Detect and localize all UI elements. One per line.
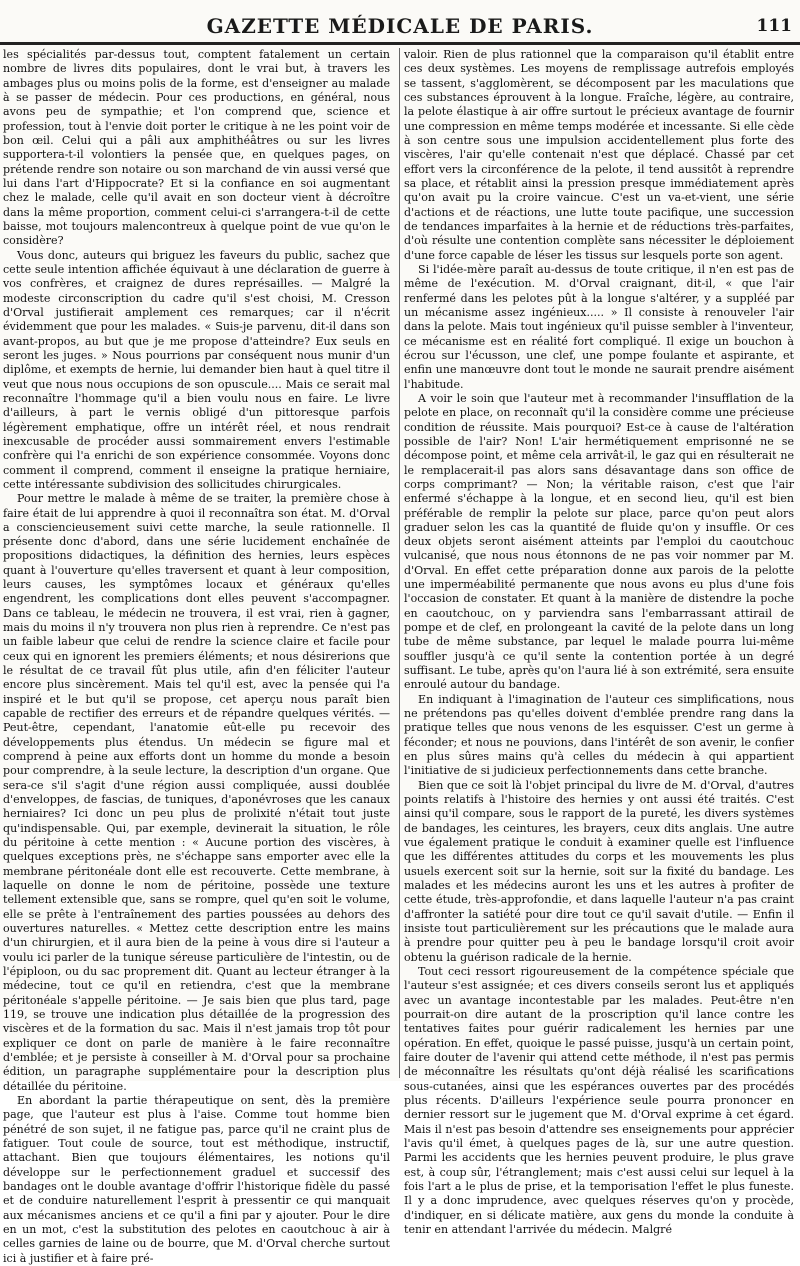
paragraph: Bien que ce soit là l'objet principal du livre de M. d'Orval, d'autres points relatifs à l'histoire des hernies y ont aussi été traités. C'est ainsi qu'il compare, sous le rapport de la pureté, les divers systèmes de bandages, les ceintures, les brayers, ceux dits anglais. Une autre vue également pratique le conduit à examiner quelle est l'influence que les différentes attitudes du corps et les mouvements les plus usuels exercent soit sur la hernie, soit sur la fixité du bandage. Les malades et les médecins auront les uns et les autres à profiter de cette étude, très-approfondie, et dans laquelle l'auteur n'a pas craint d'affronter la satiété pour dire tout ce qu'il savait d'utile. — Enfin il insiste tout particulièrement sur les précautions que le malade aura à prendre pour quitter peu à peu le bandage lorsqu'il croit avoir obtenu la guérison radicale de la hernie.: [404, 778, 794, 964]
page-header: [0, 0, 800, 44]
running-title: GAZETTE MÉDICALE DE PARIS.: [206, 14, 594, 38]
page-number: 111: [756, 16, 792, 36]
paragraph: Vous donc, auteurs qui briguez les faveurs du public, sachez que cette seule intention affichée équivaut à une déclaration de guerre à vos confrères, et craignez de dures représailles. — Malgré la modeste circonscription du cadre qu'il s'est choisi, M. Cresson d'Orval justifierait amplement ces remarques; car il n'écrit évidemment que pour les malades. « Suis-je parvenu, dit-il dans son avant-propos, au but que je me propose d'atteindre? Eux seuls en seront les juges. » Nous pourrions par conséquent nous munir d'un diplôme, et exempts de hernie, lui demander bien haut à quel titre il veut que nous nous occupions de son opuscule.... Mais ce serait mal reconnaître l'hommage qu'il a bien voulu nous en faire. Le livre d'ailleurs, à part le vernis obligé d'un pittoresque parfois légèrement emphatique, offre un intérêt réel, et nous rendrait inexcusable de procéder aussi sommairement envers l'estimable confrère qui l'a enrichi de son expérience consommée. Voyons donc comment il comprend, comment il enseigne la pratique herniaire, cette intéressante subdivision des sollicitudes chirurgicales.: [3, 248, 390, 491]
paragraph: Si l'idée-mère paraît au-dessus de toute critique, il n'en est pas de même de l'exécution. M. d'Orval craignant, dit-il, « que l'air renfermé dans les pelotes pût à la longue s'altérer, y a suppléé par un mécanisme assez ingénieux..... » Il consiste à renouveler l'air dans la pelote. Mais tout ingénieux qu'il puisse sembler à l'inventeur, ce mécanisme est en réalité fort compliqué. Il exige un bouchon à écrou sur l'écusson, une clef, une pompe foulante et aspirante, et enfin une manœuvre dont tout le monde ne saurait prendre aisément l'habitude.: [404, 262, 794, 391]
header-rule: [0, 42, 800, 45]
paragraph: En abordant la partie thérapeutique on sent, dès la première page, que l'auteur est plus à l'aise. Comme tout homme bien pénétré de son sujet, il ne fatigue pas, parce qu'il ne craint plus de fatiguer. Tout coule de source, tout est méthodique, instructif, attachant. Bien que toujours élémentaires, les notions qu'il développe sur le perfectionnement graduel et successif des bandages ont le double avantage d'offrir l'historique fidèle du passé et de conduire naturellement l'esprit à pressentir ce qui manquait aux mécanismes anciens et ce qu'il a fini par y ajouter. Pour le dire en un mot, c'est la substitution des pelotes en caoutchouc à air à celles garnies de laine ou de bourre, que M. d'Orval cherche surtout ici à justifier et à faire pré-: [3, 1093, 390, 1265]
paragraph: A voir le soin que l'auteur met à recommander l'insufflation de la pelote en place, on reconnaît qu'il la considère comme une précieuse condition de réussite. Mais pourquoi? Est-ce à cause de l'altération possible de l'air? Non! L'air hermétiquement emprisonné ne se décompose point, et même cela arrivât-il, le gaz qui en résulterait ne le remplacerait-il pas alors sans désavantage dans son office de corps comprimant? — Non; la véritable raison, c'est que l'air enfermé s'échappe à la longue, et en second lieu, qu'il est bien préférable de remplir la pelote sur place, parce qu'on peut alors graduer selon les cas la quantité de fluide qu'on y insuffle. Or ces deux objets seront aisément atteints par l'emploi du caoutchouc vulcanisé, que nous nous étonnons de ne pas voir nommer par M. d'Orval. En effet cette préparation donne aux parois de la pelotte une imperméabilité permanente que nous avons eu plus d'une fois l'occasion de constater. Et quant à la manière de distendre la poche en caoutchouc, on y parviendra sans l'embarrassant attirail de pompe et de clef, en prolongeant la cavité de la pelote dans un long tube de même substance, par lequel le malade pourra lui-même souffler jusqu'à ce qu'il sente la contention portée à un degré suffisant. Le tube, après qu'on l'aura lié à son extrémité, sera ensuite enroulé autour du bandage.: [404, 391, 794, 692]
paragraph: valoir. Rien de plus rationnel que la comparaison qu'il établit entre ces deux systèmes. Les moyens de remplissage autrefois employés se tassent, s'agglomèrent, se décomposent par les maculations que ces substances éprouvent à la longue. Fraîche, légère, au contraire, la pelote élastique à air offre surtout le précieux avantage de fournir une compression en même temps modérée et incessante. Si elle cède à son centre sous une impulsion accidentellement plus forte des viscères, l'air qu'elle contenait n'est que déplacé. Chassé par cet effort vers la circonférence de la pelote, il tend aussitôt à reprendre sa place, et rétablit ainsi la pression presque immédiatement après qu'on avait pu la croire vaincue. C'est un va-et-vient, une série d'actions et de réactions, une lutte toute pacifique, une succession de tendances imparfaites à la hernie et de réductions très-parfaites, d'où résulte une contention complète sans nécessiter le déploiement d'une force capable de léser les tissus sur lesquels porte son agent.: [404, 48, 794, 262]
paragraph: Tout ceci ressort rigoureusement de la compétence spéciale que l'auteur s'est assignée; et ces divers conseils seront lus et appliqués avec un avantage incontestable par les malades. Peut-être n'en pourrait-on dire autant de la proscription qu'il lance contre les tentatives faites pour guérir radicalement les hernies par une opération. En effet, quoique le passé puisse, jusqu'à un certain point, faire douter de l'avenir qui attend cette méthode, il n'est pas permis de méconnaître les résultats qu'ont déjà réalisé les scarifications sous-cutanées, ainsi que les espérances ouvertes par des procédés plus récents. D'ailleurs l'expérience seule pourra prononcer en dernier ressort sur le jugement que M. d'Orval exprime à cet égard. Mais il n'est pas besoin d'attendre ses enseignements pour apprécier l'avis qu'il émet, à quelques pages de là, sur une autre question. Parmi les accidents que les hernies peuvent produire, le plus grave est, à coup sûr, l'étranglement; mais c'est aussi celui sur lequel à la fois l'art a le plus de prise, et la temporisation l'effet le plus funeste. Il y a donc imprudence, avec quelques réserves qu'on y procède, d'indiquer, en si délicate matière, aux gens du monde la conduite à tenir en attendant l'arrivée du médecin. Malgré: [404, 965, 794, 1236]
column-divider: [399, 48, 400, 1078]
left-column: [3, 48, 390, 1265]
paragraph: Pour mettre le malade à même de se traiter, la première chose à faire était de lui apprendre à quoi il reconnaîtra son état. M. d'Orval a consciencieusement suivi cette marche, la seule rationnelle. Il présente donc d'abord, dans une série lucidement enchaînée de propositions didactiques, la définition des hernies, leurs espèces quant à l'ouverture qu'elles traversent et quant à leur composition, leurs causes, les symptômes locaux et généraux qu'elles engendrent, les complications dont elles peuvent s'accompagner. Dans ce tableau, le médecin ne trouvera, il est vrai, rien à gagner, mais du moins il n'y trouvera non plus rien à reprendre. Ce n'est pas un faible labeur que celui de rendre la science claire et facile pour ceux qui en ignorent les premiers éléments; et nous désirerions que le résultat de ce travail fût plus utile, afin d'en féliciter l'auteur encore plus sincèrement. Mais tel qu'il est, avec la pensée qui l'a inspiré et le but qu'il se propose, cet aperçu nous paraît bien capable de rectifier des erreurs et de répandre quelques vérités. — Peut-être, cependant, l'anatomie eût-elle pu recevoir des développements plus étendus. Un médecin se figure mal et comprend à peine aux efforts dont un homme du monde a besoin pour comprendre, à la seule lecture, la description d'un organe. Que sera-ce s'il s'agit d'une région aussi compliquée, aussi doublée d'enveloppes, de fascias, de tuniques, d'aponévroses que les canaux herniaires? Ici donc un peu plus de prolixité n'était tout juste qu'indispensable. Qui, par exemple, devinerait la situation, le rôle du péritoine à cette mention : « Aucune portion des viscères, à quelques exceptions près, ne s'échappe sans emporter avec elle la membrane péritonéale dont elle est recouverte. Cette membrane, à laquelle on donne le nom de péritoine, possède une texture tellement extensible que, sans se rompre, quel qu'en soit le volume, elle se prête à l'entraînement des parties poussées au dehors des ouvertures naturelles. « Mettez cette description entre les mains d'un chirurgien, et il aura bien de la peine à vous dire si l'auteur a voulu ici parler de la tunique séreuse particulière de l'intestin, ou de l'épiploon, ou du sac proprement dit. Quant au lecteur étranger à la médecine, tout ce qu'il en retiendra, c'est que la membrane péritonéale s'appelle péritoine. — Je sais bien que plus tard, page 119, se trouve une indication plus détaillée de la progression des viscères et de la formation du sac. Mais il n'est jamais trop tôt pour expliquer ce dont on parle de manière à le faire reconnaître d'emblée; et je persiste à conseiller à M. d'Orval pour sa prochaine édition, un paragraphe supplémentaire pour la description plus détaillée du péritoine.: [3, 492, 390, 1093]
paragraph: les spécialités par-dessus tout, comptent fatalement un certain nombre de livres dits populaires, dont le vrai but, à travers les ambages plus ou moins polis de la forme, est d'enseigner au malade à se passer de médecin. Pour ces productions, en général, nous avons peu de sympathie; et l'on comprend que, science et profession, tout à l'envie doit porter le critique à ne les point voir de bon œil. Celui qui a pâli aux amphithéâtres ou sur les livres supportera-t-il volontiers la pensée que, en quelques pages, on prétende rendre son notaire ou son marchand de vin aussi versé que lui dans l'art d'Hippocrate? Et si la confiance en soi augmentant chez le malade, celle qu'il avait en son docteur vient à décroître dans la même proportion, comment celui-ci s'arrangera-t-il de cette baisse, mot toujours malencontreux à quelque point de vue qu'on le considère?: [3, 48, 390, 248]
right-column: [404, 48, 794, 1236]
paragraph: En indiquant à l'imagination de l'auteur ces simplifications, nous ne prétendons pas qu'elles doivent d'emblée prendre rang dans la pratique telles que nous venons de les esquisser. C'est un germe à féconder; et nous ne pouvions, dans l'intérêt de son avenir, le confier en plus sûres mains qu'à celles du médecin à qui appartient l'initiative de si judicieux perfectionnements dans cette branche.: [404, 692, 794, 778]
